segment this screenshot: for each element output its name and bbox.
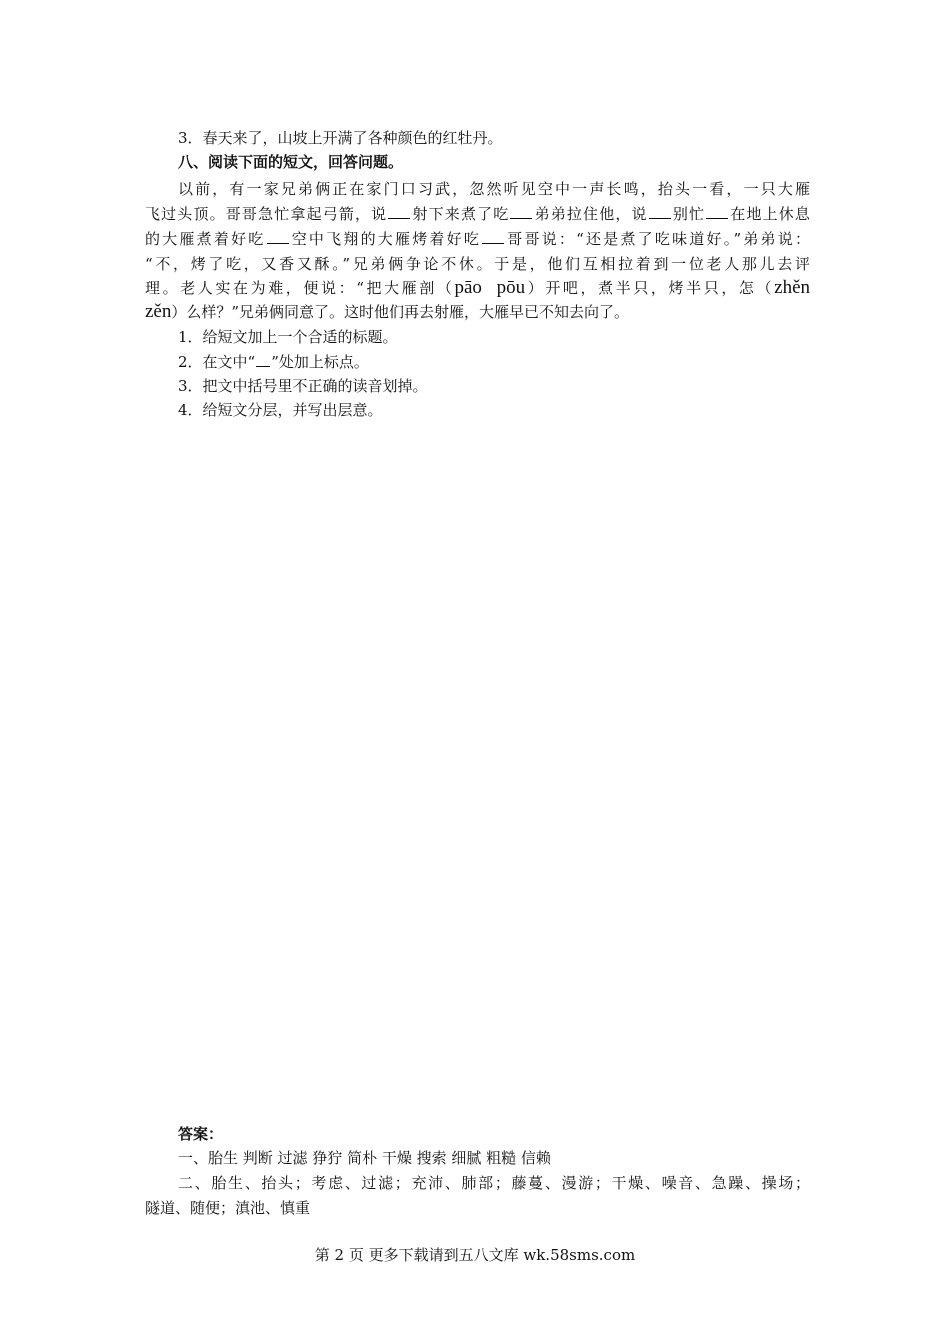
question-7-item-3: 3．春天来了，山坡上开满了各种颜色的红牡丹。 xyxy=(178,129,503,147)
passage-line-6: zěn）么样？”兄弟俩同意了。这时他们再去射雁，大雁早已不知去向了。 xyxy=(145,301,630,322)
question-4: 4．给短文分层，并写出层意。 xyxy=(178,401,383,419)
pinyin-option: zhěn xyxy=(774,277,811,298)
answers-line-3: 隧道、随便；滇池、慎重 xyxy=(145,1199,311,1217)
punctuation-blank xyxy=(256,352,270,367)
punctuation-blank xyxy=(482,229,504,244)
answers-heading: 答案： xyxy=(178,1125,224,1143)
question-1: 1．给短文加上一个合适的标题。 xyxy=(178,328,398,346)
punctuation-blank xyxy=(510,204,532,219)
passage-line-4: “不，烤了吃，又香又酥。”兄弟俩争论不休。于是，他们互相拉着到一位老人那儿去评 xyxy=(145,255,810,273)
answers-line-2: 二、胎生、抬头；考虑、过滤；充沛、肺部；藤蔓、漫游；干燥、噪音、急躁、操场； xyxy=(178,1174,810,1192)
passage-line-1: 以前，有一家兄弟俩正在家门口习武，忽然听见空中一声长鸣，抬头一看，一只大雁 xyxy=(178,180,810,198)
passage-line-3: 的大雁煮着好吃 空中飞翔的大雁烤着好吃 哥哥说：“还是煮了吃味道好。”弟弟说： xyxy=(145,230,810,248)
punctuation-blank xyxy=(706,204,728,219)
pinyin-option: pāo xyxy=(454,277,482,298)
punctuation-blank xyxy=(267,229,289,244)
pinyin-option: pōu xyxy=(496,277,526,298)
page-footer: 第 2 页 更多下载请到五八文库 wk.58sms.com xyxy=(314,1246,636,1264)
punctuation-blank xyxy=(649,204,671,219)
question-3: 3．把文中括号里不正确的读音划掉。 xyxy=(178,377,428,395)
punctuation-blank xyxy=(388,204,410,219)
question-2: 2．在文中“ ”处加上标点。 xyxy=(178,353,369,371)
section-8-heading: 八、阅读下面的短文，回答问题。 xyxy=(178,153,404,171)
answers-line-1: 一、胎生 判断 过滤 狰狞 简朴 干燥 搜索 细腻 粗糙 信赖 xyxy=(178,1149,551,1167)
passage-line-2: 飞过头顶。哥哥急忙拿起弓箭，说 射下来煮了吃 弟弟拉住他，说 别忙 在地上休息 xyxy=(145,205,810,223)
passage-line-5: 理。老人实在为难，便说：“把大雁剖（pāo pōu）开吧，煮半只，烤半只，怎（zhěn xyxy=(145,277,811,298)
pinyin-option: zěn xyxy=(145,301,172,322)
